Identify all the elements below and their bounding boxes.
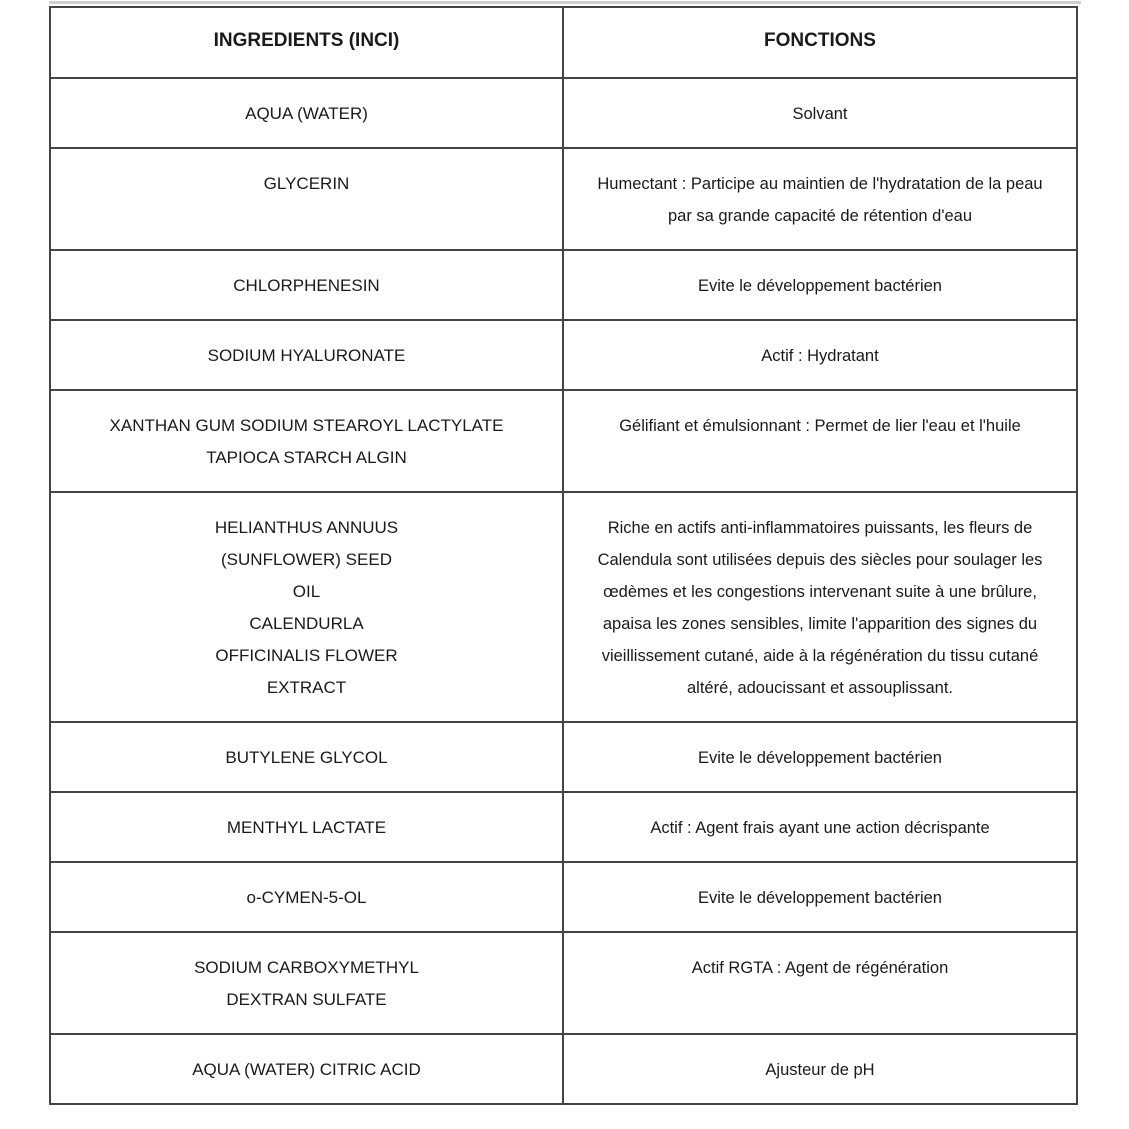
table-body bbox=[50, 78, 1077, 1104]
table-row bbox=[50, 78, 1077, 148]
function-cell: Ajusteur de pH bbox=[563, 1034, 1077, 1104]
table-row bbox=[50, 1034, 1077, 1104]
ingredient-cell: AQUA (WATER) bbox=[50, 78, 563, 148]
function-cell: Riche en actifs anti-inflammatoires puissants, les fleurs de Calendula sont utilisées depuis des siècles pour soulager les œdèmes et les congestions intervenant suite à une brûlure, apaisa les zones sensibles, limite l'apparition des signes du vieillissement cutané, aide à la régénération du tissu cutané altéré, adoucissant et assouplissant. bbox=[563, 492, 1077, 722]
table-row bbox=[50, 792, 1077, 862]
header-functions: FONCTIONS bbox=[563, 7, 1077, 78]
ingredient-cell: o-CYMEN-5-OL bbox=[50, 862, 563, 932]
function-cell: Actif : Agent frais ayant une action décrispante bbox=[563, 792, 1077, 862]
table-row bbox=[50, 722, 1077, 792]
table-row bbox=[50, 390, 1077, 492]
ingredient-cell: BUTYLENE GLYCOL bbox=[50, 722, 563, 792]
header-row bbox=[50, 7, 1077, 78]
ingredients-table bbox=[49, 6, 1078, 1105]
ingredient-cell: HELIANTHUS ANNUUS (SUNFLOWER) SEED OIL CALENDURLA OFFICINALIS FLOWER EXTRACT bbox=[50, 492, 563, 722]
function-cell: Evite le développement bactérien bbox=[563, 862, 1077, 932]
function-cell: Solvant bbox=[563, 78, 1077, 148]
function-cell: Humectant : Participe au maintien de l'hydratation de la peau par sa grande capacité de rétention d'eau bbox=[563, 148, 1077, 250]
ingredient-cell: XANTHAN GUM SODIUM STEAROYL LACTYLATE TAPIOCA STARCH ALGIN bbox=[50, 390, 563, 492]
function-cell: Actif RGTA : Agent de régénération bbox=[563, 932, 1077, 1034]
table-row bbox=[50, 250, 1077, 320]
ingredient-cell: GLYCERIN bbox=[50, 148, 563, 250]
function-cell: Actif : Hydratant bbox=[563, 320, 1077, 390]
table-row bbox=[50, 492, 1077, 722]
ingredient-cell: CHLORPHENESIN bbox=[50, 250, 563, 320]
ingredient-cell: AQUA (WATER) CITRIC ACID bbox=[50, 1034, 563, 1104]
top-border-line bbox=[49, 1, 1081, 4]
ingredient-cell: SODIUM CARBOXYMETHYL DEXTRAN SULFATE bbox=[50, 932, 563, 1034]
function-cell: Gélifiant et émulsionnant : Permet de lier l'eau et l'huile bbox=[563, 390, 1077, 492]
ingredient-cell: SODIUM HYALURONATE bbox=[50, 320, 563, 390]
function-cell: Evite le développement bactérien bbox=[563, 250, 1077, 320]
ingredient-cell: MENTHYL LACTATE bbox=[50, 792, 563, 862]
table-row bbox=[50, 148, 1077, 250]
table-row bbox=[50, 932, 1077, 1034]
function-cell: Evite le développement bactérien bbox=[563, 722, 1077, 792]
table-row bbox=[50, 320, 1077, 390]
table-row bbox=[50, 862, 1077, 932]
table-header bbox=[50, 7, 1077, 78]
header-ingredients: INGREDIENTS (INCI) bbox=[50, 7, 563, 78]
